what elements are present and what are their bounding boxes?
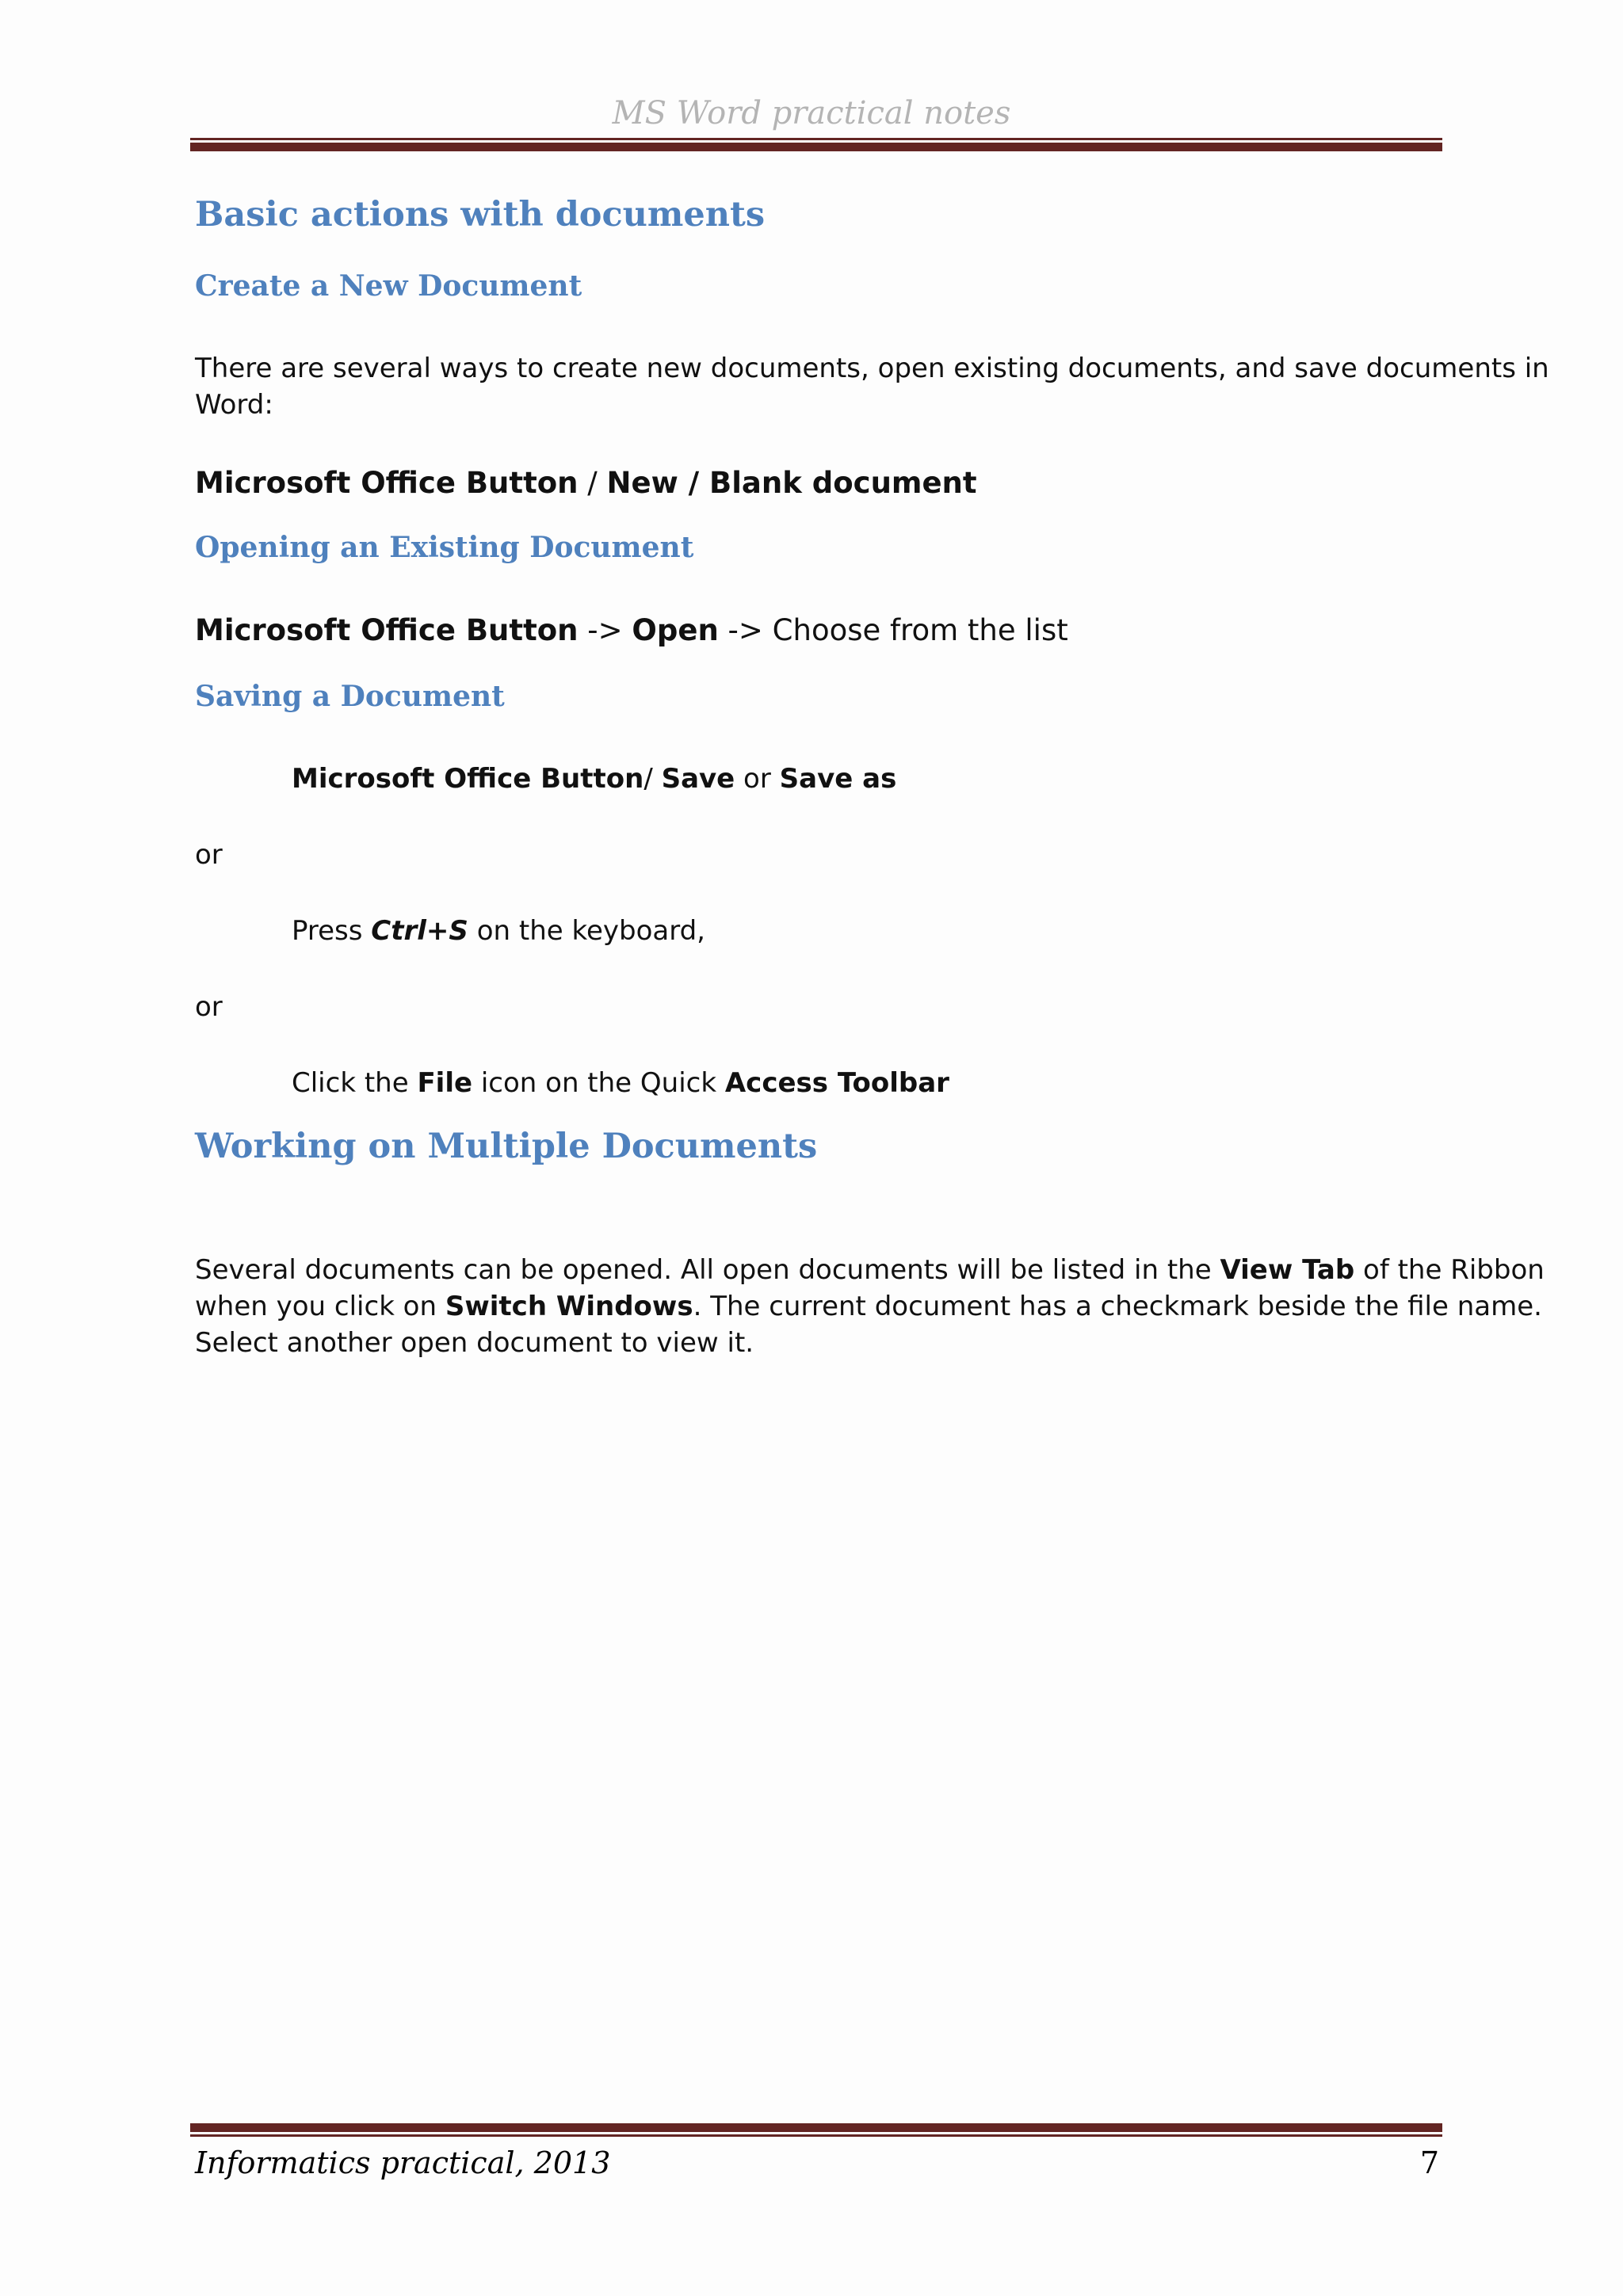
press-text: Press — [292, 915, 372, 947]
page-number: 7 — [1419, 2145, 1439, 2180]
running-header: MS Word practical notes — [612, 95, 1011, 132]
footer-text: Informatics practical, 2013 — [195, 2145, 611, 2180]
heading-basic-actions: Basic actions with documents — [195, 195, 766, 235]
text-run: of the Ribbon — [1354, 1254, 1545, 1286]
footer-rule-thin — [190, 2134, 1442, 2137]
paragraph-create-line-2: Word: — [195, 389, 273, 421]
save-separator: / — [643, 763, 662, 795]
path-choose-from-list: Choose from the list — [772, 613, 1068, 647]
or-separator-1: or — [195, 839, 223, 871]
switch-windows-text: Switch Windows — [445, 1291, 693, 1322]
path-separator: / — [578, 466, 607, 500]
save-save: Save — [661, 763, 735, 795]
path-new: New — [606, 466, 678, 500]
shortcut-ctrl-s: Ctrl+S — [371, 915, 468, 947]
path-separator: / — [678, 466, 710, 500]
paragraph-multiple-line-3: Select another open document to view it. — [195, 1327, 754, 1359]
save-option-2 — [292, 913, 705, 949]
path-blank-document: Blank document — [709, 466, 977, 500]
path-office-button: Microsoft Office Button — [195, 466, 579, 500]
create-path — [195, 466, 977, 500]
footer-rule-thick — [190, 2123, 1442, 2132]
text-run: Several documents can be opened. All open documents will be listed in the — [195, 1254, 1220, 1286]
heading-saving-document: Saving a Document — [195, 680, 505, 713]
quick-text: icon on the Quick — [472, 1067, 725, 1099]
header-rule-thin — [190, 138, 1442, 140]
header-rule-thick — [190, 143, 1442, 151]
path-arrow: -> — [578, 613, 632, 647]
path-office-button: Microsoft Office Button — [195, 613, 579, 647]
save-or: or — [735, 763, 780, 795]
paragraph-multiple-line-2 — [195, 1288, 1542, 1325]
access-toolbar-text: Access Toolbar — [724, 1067, 949, 1099]
or-separator-2: or — [195, 991, 223, 1023]
click-text: Click the — [292, 1067, 418, 1099]
path-arrow: -> — [718, 613, 773, 647]
save-option-3 — [292, 1065, 949, 1101]
text-run: . The current document has a checkmark beside the file name. — [693, 1291, 1542, 1322]
view-tab-text: View Tab — [1220, 1254, 1355, 1286]
save-office-button: Microsoft Office Button — [292, 763, 644, 795]
save-option-1 — [292, 761, 896, 797]
heading-opening-existing-document: Opening an Existing Document — [195, 531, 694, 564]
heading-create-new-document: Create a New Document — [195, 269, 582, 303]
open-path — [195, 613, 1068, 647]
path-open: Open — [632, 613, 719, 647]
paragraph-create-line-1: There are several ways to create new documents, open existing documents, and save documents in — [195, 353, 1549, 384]
save-save-as: Save as — [779, 763, 897, 795]
keyboard-text: on the keyboard, — [468, 915, 705, 947]
paragraph-multiple-line-1 — [195, 1252, 1545, 1288]
file-text: File — [417, 1067, 473, 1099]
heading-working-multiple-documents: Working on Multiple Documents — [195, 1127, 818, 1166]
text-run: when you click on — [195, 1291, 445, 1322]
